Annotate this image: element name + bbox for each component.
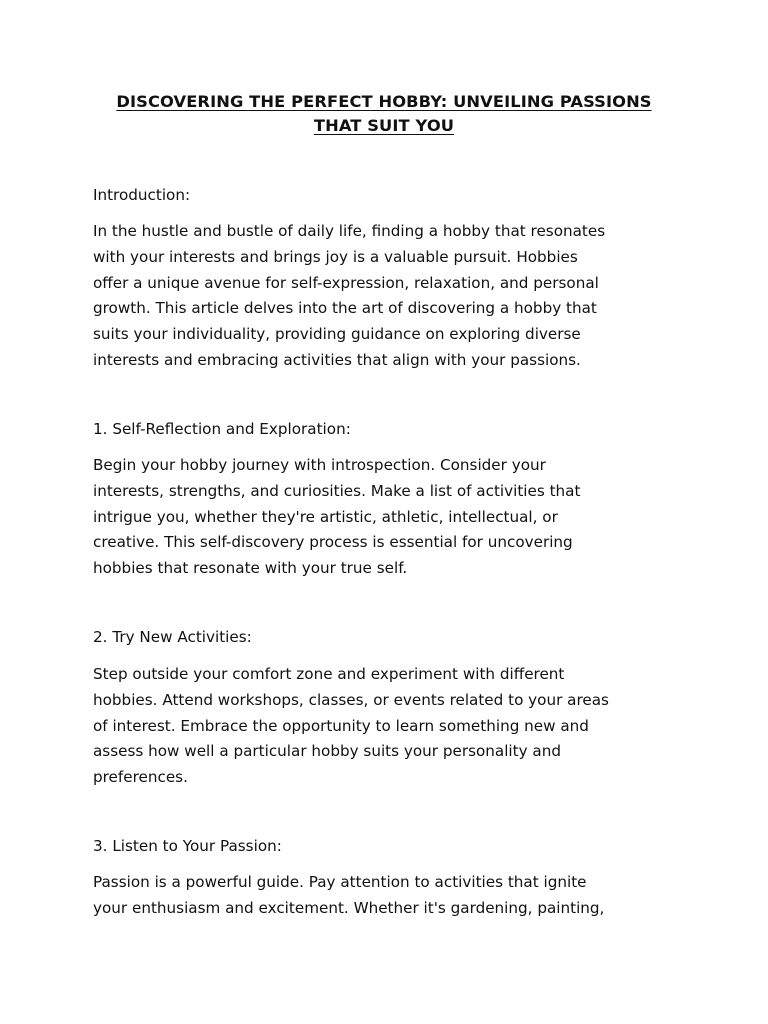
body-line: growth. This article delves into the art of discovering a hobby that: [93, 299, 597, 318]
section-body-introduction: [93, 219, 693, 374]
section-body-try-new-activities: [93, 662, 693, 791]
section-body-listen-to-passion: [93, 870, 693, 922]
body-line: hobbies. Attend workshops, classes, or events related to your areas: [93, 690, 609, 709]
body-line: In the hustle and bustle of daily life, finding a hobby that resonates: [93, 222, 606, 240]
body-line: offer a unique avenue for self-expression, relaxation, and personal: [93, 273, 599, 292]
body-line: suits your individuality, providing guidance on exploring diverse: [93, 325, 581, 344]
body-line: Begin your hobby journey with introspection. Consider your: [93, 456, 546, 474]
title-line-2: THAT SUIT YOU: [313, 116, 455, 135]
body-line: Step outside your comfort zone and experiment with different: [93, 665, 565, 683]
body-line: Passion is a powerful guide. Pay attention to activities that ignite: [93, 873, 587, 891]
body-line: assess how well a particular hobby suits your personality and: [93, 742, 561, 761]
body-line: intrigue you, whether they're artistic, athletic, intellectual, or: [93, 507, 558, 526]
section-heading-listen-to-passion: 3. Listen to Your Passion:: [93, 837, 282, 855]
body-line: of interest. Embrace the opportunity to learn something new and: [93, 716, 589, 735]
section-heading-introduction: Introduction:: [93, 186, 191, 204]
body-line: interests, strengths, and curiosities. Make a list of activities that: [93, 481, 581, 500]
body-line: your enthusiasm and excitement. Whether it's gardening, painting,: [93, 898, 605, 917]
body-line: interests and embracing activities that align with your passions.: [93, 350, 581, 369]
section-heading-self-reflection: 1. Self-Reflection and Exploration:: [93, 420, 351, 438]
body-line: hobbies that resonate with your true self.: [93, 559, 408, 578]
body-line: preferences.: [93, 768, 188, 787]
section-heading-try-new-activities: 2. Try New Activities:: [93, 628, 252, 646]
body-line: creative. This self-discovery process is essential for uncovering: [93, 533, 573, 552]
title-line-1: DISCOVERING THE PERFECT HOBBY: UNVEILING PASSIONS: [116, 92, 652, 111]
section-body-self-reflection: [93, 453, 693, 582]
document-title: [84, 90, 684, 138]
body-line: with your interests and brings joy is a valuable pursuit. Hobbies: [93, 247, 578, 266]
